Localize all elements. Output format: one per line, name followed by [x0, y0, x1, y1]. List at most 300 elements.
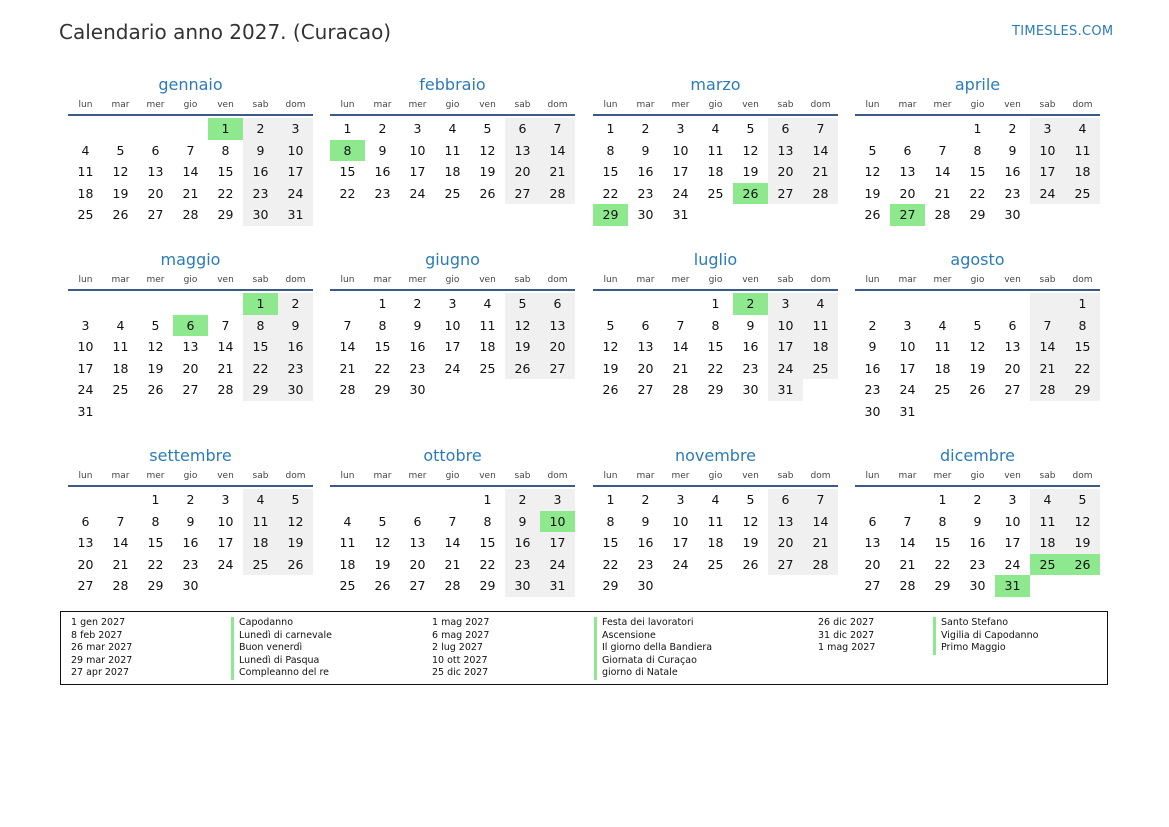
day-cell: 12	[742, 142, 759, 158]
weekday-label: dom	[285, 275, 306, 285]
day-cell: 13	[864, 535, 881, 551]
day-cell: 25	[707, 556, 724, 572]
weekend-day-cell: 1	[1065, 293, 1100, 315]
weekend-day-cell: 17	[768, 336, 803, 358]
weekday-label: sab	[252, 275, 269, 285]
weekend-day-cell: 8	[243, 315, 278, 337]
weekday-label: sab	[777, 471, 794, 481]
day-cell: 8	[483, 513, 492, 529]
weekday-label: mer	[933, 100, 952, 110]
day-cell: 12	[374, 535, 391, 551]
month-title: ottobre	[423, 446, 482, 465]
day-cell: 15	[602, 535, 619, 551]
month-grid	[68, 489, 313, 597]
legend-holiday-name: Buon venerdì	[231, 642, 332, 655]
empty-cell	[173, 293, 208, 315]
day-cell: 29	[374, 382, 391, 398]
empty-cell	[278, 575, 313, 597]
day-cell: 16	[409, 339, 426, 355]
day-cell: 24	[444, 360, 461, 376]
weekend-day-cell: 18	[243, 532, 278, 554]
empty-cell	[698, 204, 733, 226]
weekend-day-cell: 5	[1065, 489, 1100, 511]
day-cell: 31	[899, 403, 916, 419]
day-cell: 3	[676, 121, 685, 136]
empty-cell	[243, 575, 278, 597]
empty-cell	[68, 293, 103, 315]
day-cell: 11	[339, 535, 356, 551]
week-row	[855, 511, 1100, 533]
day-cell: 11	[707, 513, 724, 529]
day-cell: 15	[374, 339, 391, 355]
weekday-label: gio	[183, 275, 198, 285]
week-row	[68, 183, 313, 205]
legend-dates-col2	[432, 617, 489, 680]
month-divider	[855, 114, 1100, 116]
empty-cell	[925, 293, 960, 315]
weekend-day-cell: 31	[278, 204, 313, 226]
day-cell: 18	[339, 556, 356, 572]
empty-cell	[435, 489, 470, 511]
weekday-label: lun	[603, 275, 618, 285]
day-cell: 15	[707, 339, 724, 355]
weekend-day-cell: 27	[768, 183, 803, 205]
legend-holiday-name: Primo Maggio	[933, 642, 1038, 655]
day-cell: 26	[479, 185, 496, 201]
day-cell: 9	[973, 513, 982, 529]
weekday-label: mar	[111, 275, 130, 285]
empty-cell	[733, 204, 768, 226]
day-cell: 12	[479, 142, 496, 158]
month-ottobre	[330, 445, 575, 597]
weekday-label: dom	[547, 471, 568, 481]
day-cell: 27	[77, 578, 94, 594]
weekday-label: lun	[78, 471, 93, 481]
holiday-legend	[60, 611, 1108, 685]
day-cell: 1	[606, 492, 615, 507]
weekend-day-cell: 12	[1065, 511, 1100, 533]
weekend-day-cell: 26	[505, 358, 540, 380]
weekend-day-cell: 30	[505, 575, 540, 597]
day-cell: 12	[864, 164, 881, 180]
weekday-label: lun	[78, 275, 93, 285]
day-cell: 1	[483, 492, 492, 507]
empty-cell	[1065, 575, 1100, 597]
weekend-day-cell: 15	[1065, 336, 1100, 358]
day-cell: 30	[409, 382, 426, 398]
day-cell: 18	[77, 185, 94, 201]
day-cell: 3	[81, 317, 90, 333]
week-row	[68, 358, 313, 380]
week-row	[593, 336, 838, 358]
day-cell: 12	[969, 339, 986, 355]
empty-cell	[663, 575, 698, 597]
legend-dates-col1	[71, 617, 132, 680]
weekend-day-cell: 28	[540, 183, 575, 205]
day-cell: 13	[147, 164, 164, 180]
weekday-label: gio	[183, 100, 198, 110]
day-cell: 17	[1004, 535, 1021, 551]
weekday-label: lun	[603, 100, 618, 110]
week-row	[593, 532, 838, 554]
day-cell: 30	[1004, 207, 1021, 223]
weekday-label: gio	[445, 275, 460, 285]
weekend-day-cell: 9	[505, 511, 540, 533]
weekday-label: ven	[742, 471, 759, 481]
day-cell: 12	[742, 513, 759, 529]
day-cell: 1	[343, 121, 352, 136]
weekday-label: gio	[445, 100, 460, 110]
weekday-label: mar	[111, 471, 130, 481]
empty-cell	[1030, 401, 1065, 423]
legend-holiday-name: giorno di Natale	[594, 667, 712, 680]
legend-holiday-name: Lunedì di Pasqua	[231, 655, 332, 668]
weekday-label: sab	[1039, 275, 1056, 285]
day-cell: 18	[934, 360, 951, 376]
month-divider	[593, 485, 838, 487]
day-cell: 5	[606, 317, 615, 333]
weekday-label: sab	[252, 100, 269, 110]
weekday-label: lun	[78, 100, 93, 110]
day-cell: 22	[602, 185, 619, 201]
day-cell: 14	[182, 164, 199, 180]
day-cell: 11	[934, 339, 951, 355]
month-divider	[330, 289, 575, 291]
day-cell: 11	[707, 142, 724, 158]
weekday-label: mar	[373, 275, 392, 285]
day-cell: 30	[637, 207, 654, 223]
empty-cell	[1030, 204, 1065, 226]
day-cell: 21	[182, 185, 199, 201]
legend-date: 2 lug 2027	[432, 642, 483, 654]
empty-cell	[330, 293, 365, 315]
weekend-day-cell: 11	[803, 315, 838, 337]
empty-cell	[1065, 204, 1100, 226]
empty-cell	[733, 575, 768, 597]
month-title: maggio	[160, 250, 221, 269]
site-link[interactable]: TIMESLES.COM	[1012, 24, 1114, 39]
day-cell: 21	[934, 185, 951, 201]
empty-cell	[103, 401, 138, 423]
legend-holiday-name: Ascensione	[594, 630, 712, 643]
day-cell: 4	[711, 492, 720, 507]
day-cell: 12	[112, 164, 129, 180]
day-cell: 22	[934, 556, 951, 572]
weekday-label: sab	[1039, 471, 1056, 481]
month-title: febbraio	[419, 75, 486, 94]
legend-date: 26 mar 2027	[71, 642, 133, 654]
day-cell: 10	[672, 513, 689, 529]
day-cell: 15	[147, 535, 164, 551]
weekend-day-cell: 26	[278, 554, 313, 576]
day-cell: 26	[742, 556, 759, 572]
weekend-day-cell: 3	[540, 489, 575, 511]
week-row	[68, 161, 313, 183]
week-row	[68, 511, 313, 533]
weekend-day-cell: 5	[278, 489, 313, 511]
empty-cell	[138, 401, 173, 423]
day-cell: 24	[672, 556, 689, 572]
weekend-day-cell: 5	[505, 293, 540, 315]
empty-cell	[768, 575, 803, 597]
weekday-label: ven	[479, 471, 496, 481]
day-cell: 5	[151, 317, 160, 333]
weekday-label: gio	[708, 100, 723, 110]
weekday-header	[68, 273, 313, 287]
month-aprile	[855, 74, 1100, 226]
weekend-day-cell: 16	[278, 336, 313, 358]
day-cell: 1	[151, 492, 160, 507]
empty-cell	[243, 401, 278, 423]
day-cell: 23	[1004, 185, 1021, 201]
day-cell: 8	[711, 317, 720, 333]
empty-cell	[855, 293, 890, 315]
day-cell: 19	[112, 185, 129, 201]
weekend-day-cell: 3	[1030, 118, 1065, 140]
week-row	[855, 379, 1100, 401]
weekend-day-cell: 25	[1065, 183, 1100, 205]
weekend-day-cell: 27	[505, 183, 540, 205]
week-row	[330, 358, 575, 380]
weekday-header	[593, 273, 838, 287]
weekend-day-cell: 17	[278, 161, 313, 183]
holiday-day-cell: 26	[1065, 554, 1100, 576]
day-cell: 3	[413, 121, 422, 136]
day-cell: 19	[374, 556, 391, 572]
day-cell: 23	[182, 556, 199, 572]
day-cell: 7	[343, 317, 352, 333]
weekend-day-cell: 17	[1030, 161, 1065, 183]
month-title: gennaio	[158, 75, 223, 94]
month-title: settembre	[149, 446, 232, 465]
empty-cell	[173, 118, 208, 140]
weekend-day-cell: 28	[803, 554, 838, 576]
month-grid	[330, 293, 575, 401]
weekday-label: ven	[1004, 100, 1021, 110]
empty-cell	[1030, 293, 1065, 315]
weekend-day-cell: 14	[540, 140, 575, 162]
day-cell: 8	[973, 142, 982, 158]
week-row	[68, 315, 313, 337]
day-cell: 10	[899, 339, 916, 355]
legend-date: 1 mag 2027	[432, 617, 490, 628]
month-divider	[330, 114, 575, 116]
month-grid	[330, 489, 575, 597]
week-row	[593, 204, 838, 226]
day-cell: 7	[903, 513, 912, 529]
day-cell: 9	[1008, 142, 1017, 158]
day-cell: 15	[217, 164, 234, 180]
weekend-day-cell: 14	[803, 140, 838, 162]
day-cell: 16	[742, 339, 759, 355]
empty-cell	[68, 489, 103, 511]
day-cell: 7	[186, 142, 195, 158]
day-cell: 27	[182, 382, 199, 398]
weekday-label: mer	[671, 471, 690, 481]
legend-date: 10 ott 2027	[432, 654, 488, 666]
legend-date: 1 mag 2027	[818, 642, 876, 654]
day-cell: 6	[1008, 317, 1017, 333]
weekend-day-cell: 13	[505, 140, 540, 162]
legend-holiday-name: Capodanno	[231, 617, 332, 630]
day-cell: 27	[637, 382, 654, 398]
day-cell: 18	[444, 164, 461, 180]
day-cell: 10	[1004, 513, 1021, 529]
weekday-label: ven	[479, 275, 496, 285]
weekend-day-cell: 2	[243, 118, 278, 140]
empty-cell	[628, 293, 663, 315]
weekday-label: sab	[777, 275, 794, 285]
day-cell: 13	[637, 339, 654, 355]
day-cell: 1	[378, 296, 387, 311]
day-cell: 22	[374, 360, 391, 376]
day-cell: 29	[707, 382, 724, 398]
weekday-label: sab	[514, 471, 531, 481]
day-cell: 13	[1004, 339, 1021, 355]
day-cell: 24	[217, 556, 234, 572]
weekday-label: mer	[146, 100, 165, 110]
day-cell: 21	[339, 360, 356, 376]
day-cell: 19	[969, 360, 986, 376]
day-cell: 28	[182, 207, 199, 223]
weekend-day-cell: 13	[540, 315, 575, 337]
month-grid	[68, 118, 313, 226]
day-cell: 22	[479, 556, 496, 572]
month-title: marzo	[690, 75, 741, 94]
month-grid	[593, 293, 838, 401]
day-cell: 4	[116, 317, 125, 333]
day-cell: 29	[969, 207, 986, 223]
week-row	[330, 379, 575, 401]
day-cell: 30	[969, 578, 986, 594]
day-cell: 10	[77, 339, 94, 355]
day-cell: 25	[707, 185, 724, 201]
day-cell: 1	[973, 121, 982, 136]
legend-holiday-name: Lunedì di carnevale	[231, 630, 332, 643]
weekday-label: sab	[514, 275, 531, 285]
weekend-day-cell: 6	[540, 293, 575, 315]
day-cell: 22	[707, 360, 724, 376]
weekday-header	[593, 469, 838, 483]
weekday-label: mar	[636, 100, 655, 110]
weekday-label: lun	[340, 100, 355, 110]
weekday-label: sab	[1039, 100, 1056, 110]
month-novembre	[593, 445, 838, 597]
weekend-day-cell: 31	[540, 575, 575, 597]
day-cell: 5	[868, 142, 877, 158]
week-row	[855, 575, 1100, 597]
empty-cell	[855, 118, 890, 140]
week-row	[330, 293, 575, 315]
month-title: luglio	[693, 250, 738, 269]
month-divider	[855, 289, 1100, 291]
legend-names-col3	[933, 617, 1038, 655]
empty-cell	[400, 489, 435, 511]
day-cell: 23	[409, 360, 426, 376]
week-row	[330, 489, 575, 511]
month-marzo	[593, 74, 838, 226]
weekend-day-cell: 4	[803, 293, 838, 315]
week-row	[855, 554, 1100, 576]
day-cell: 9	[641, 513, 650, 529]
weekend-day-cell: 23	[505, 554, 540, 576]
day-cell: 2	[186, 492, 195, 507]
weekday-label: dom	[810, 100, 831, 110]
month-divider	[855, 485, 1100, 487]
empty-cell	[803, 379, 838, 401]
weekday-label: gio	[445, 471, 460, 481]
day-cell: 9	[868, 339, 877, 355]
weekday-label: ven	[1004, 471, 1021, 481]
weekend-day-cell: 14	[803, 511, 838, 533]
empty-cell	[768, 204, 803, 226]
weekend-day-cell: 6	[768, 489, 803, 511]
weekend-day-cell: 7	[1030, 315, 1065, 337]
weekday-label: lun	[340, 275, 355, 285]
weekday-label: mer	[671, 275, 690, 285]
holiday-day-cell: 31	[995, 575, 1030, 597]
day-cell: 25	[77, 207, 94, 223]
week-row	[330, 140, 575, 162]
day-cell: 14	[444, 535, 461, 551]
day-cell: 7	[938, 142, 947, 158]
week-row	[68, 554, 313, 576]
empty-cell	[103, 489, 138, 511]
day-cell: 20	[637, 360, 654, 376]
day-cell: 18	[479, 339, 496, 355]
day-cell: 5	[116, 142, 125, 158]
day-cell: 22	[969, 185, 986, 201]
day-cell: 1	[711, 296, 720, 311]
day-cell: 24	[899, 382, 916, 398]
day-cell: 30	[742, 382, 759, 398]
legend-date: 26 dic 2027	[818, 617, 875, 628]
day-cell: 15	[934, 535, 951, 551]
weekday-label: dom	[1072, 100, 1093, 110]
day-cell: 1	[938, 492, 947, 507]
week-row	[330, 554, 575, 576]
day-cell: 24	[672, 185, 689, 201]
week-row	[68, 204, 313, 226]
day-cell: 14	[899, 535, 916, 551]
weekend-day-cell: 18	[1030, 532, 1065, 554]
day-cell: 5	[483, 121, 492, 136]
day-cell: 20	[899, 185, 916, 201]
weekday-label: gio	[970, 100, 985, 110]
empty-cell	[1065, 401, 1100, 423]
day-cell: 14	[339, 339, 356, 355]
weekday-label: mar	[111, 100, 130, 110]
week-row	[330, 118, 575, 140]
weekday-header	[593, 98, 838, 112]
day-cell: 25	[479, 360, 496, 376]
day-cell: 3	[676, 492, 685, 507]
weekend-day-cell: 31	[768, 379, 803, 401]
weekday-label: dom	[285, 100, 306, 110]
week-row	[68, 489, 313, 511]
weekend-day-cell: 21	[1030, 358, 1065, 380]
legend-holiday-name: Vigilia di Capodanno	[933, 630, 1038, 643]
weekend-day-cell: 4	[1065, 118, 1100, 140]
weekend-day-cell: 17	[540, 532, 575, 554]
weekday-header	[330, 273, 575, 287]
week-row	[593, 315, 838, 337]
weekday-label: mer	[933, 471, 952, 481]
day-cell: 11	[77, 164, 94, 180]
week-row	[593, 554, 838, 576]
weekday-header	[855, 98, 1100, 112]
day-cell: 26	[602, 382, 619, 398]
